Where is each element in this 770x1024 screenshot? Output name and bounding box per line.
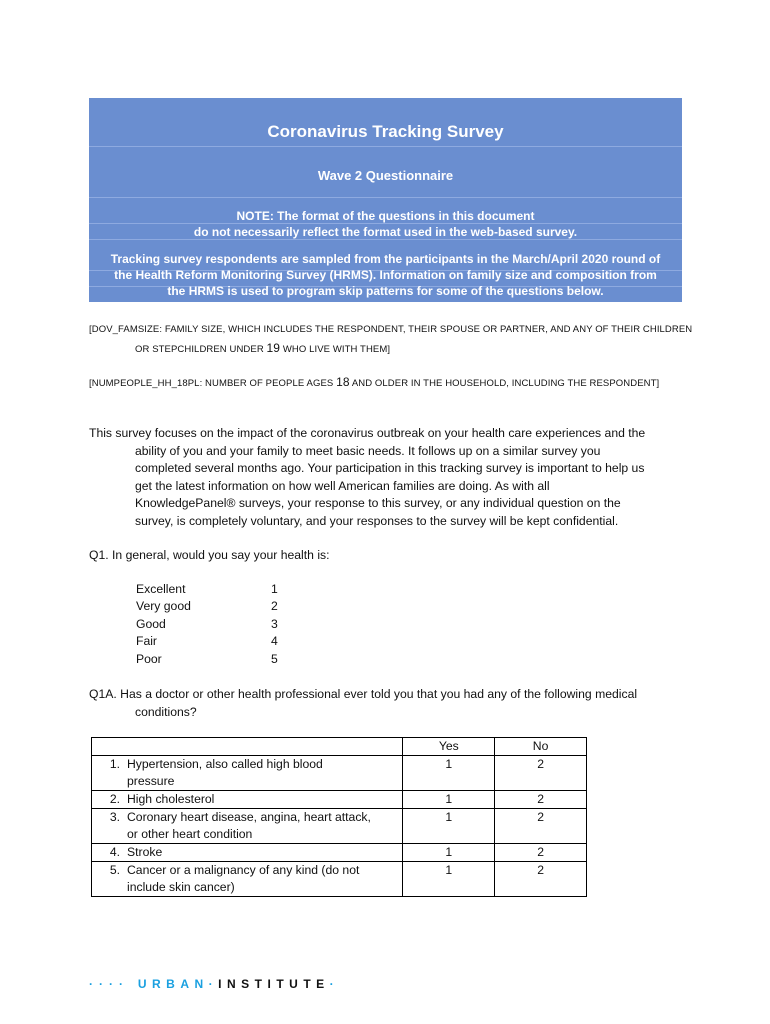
condition-cell: [92, 844, 403, 862]
tracking-note: [89, 251, 682, 299]
famsize-variable-note: [89, 321, 692, 359]
logo-urban-text: URBAN: [137, 977, 209, 991]
format-note: [89, 208, 682, 240]
condition-label: Stroke: [127, 845, 163, 859]
intro-line: This survey focuses on the impact of the coronavirus outbreak on your health care experiences and the: [89, 426, 646, 440]
survey-subtitle: Wave 2 Questionnaire: [317, 168, 454, 183]
condition-number: 5.: [109, 863, 120, 877]
famsize-age: 19: [266, 341, 281, 355]
tracking-line: Tracking survey respondents are sampled from the participants in the March/April 2020 round of: [110, 252, 661, 266]
header-divider: [89, 197, 682, 198]
column-header-no: No: [495, 738, 587, 756]
table-header-blank: [92, 738, 403, 756]
q1-option-code: 2: [271, 599, 278, 613]
famsize-text: WHO LIVE WITH THEM]: [280, 344, 391, 355]
yes-code: 1: [403, 844, 495, 862]
numpeople-text: [NUMPEOPLE_HH_18PL: NUMBER OF PEOPLE AGES: [89, 378, 337, 389]
condition-cell: [92, 809, 403, 844]
urban-institute-logo: [89, 977, 339, 991]
no-code: 2: [495, 844, 587, 862]
intro-paragraph: [89, 425, 679, 530]
yes-code: 1: [403, 862, 495, 897]
no-code: 2: [495, 756, 587, 791]
condition-number: 2.: [109, 792, 120, 806]
condition-label: High cholesterol: [127, 792, 215, 806]
table-row: [92, 809, 587, 844]
yes-code: 1: [403, 809, 495, 844]
condition-number: 4.: [109, 845, 120, 859]
intro-line: survey, is completely voluntary, and your responses to the survey will be kept confidential.: [135, 513, 619, 528]
survey-header-box: [89, 98, 682, 302]
note-line: NOTE: The format of the questions in this document: [236, 209, 535, 223]
condition-cell: [92, 862, 403, 897]
intro-line: get the latest information on how well American families are doing. As with all: [135, 478, 550, 493]
q1a-line: Q1A. Has a doctor or other health professional ever told you that you had any of the following medical: [89, 687, 638, 701]
condition-label: or other heart condition: [127, 827, 253, 841]
numpeople-age: 18: [336, 375, 350, 389]
q1-option-label: Good: [136, 617, 166, 631]
table-row: [92, 791, 587, 809]
no-code: 2: [495, 809, 587, 844]
condition-label: pressure: [127, 774, 175, 788]
survey-title: Coronavirus Tracking Survey: [267, 122, 504, 141]
intro-line: completed several months ago. Your participation in this tracking survey is important to help us: [135, 461, 645, 475]
q1-option-label: Fair: [136, 634, 157, 648]
tracking-line: the HRMS is used to program skip patterns for some of the questions below.: [167, 284, 604, 298]
q1-option-code: 1: [271, 582, 278, 596]
logo-institute-text: INSTITUTE: [218, 977, 330, 991]
q1-option-code: 5: [271, 652, 278, 666]
condition-number: 3.: [109, 810, 120, 824]
q1-option-label: Excellent: [136, 582, 186, 596]
q1a-line: conditions?: [135, 704, 197, 719]
condition-label: Coronary heart disease, angina, heart attack,: [127, 810, 371, 824]
question-q1a: [89, 686, 637, 721]
famsize-line: [89, 339, 692, 359]
numpeople-variable-note: [89, 373, 659, 393]
intro-line: KnowledgePanel® surveys, your response to this survey, or any individual question on the: [135, 496, 621, 510]
famsize-line: [DOV_FAMSIZE: FAMILY SIZE, WHICH INCLUDES THE RESPONDENT, THEIR SPOUSE OR PARTNER, AND ANY OF THEIR CHILDREN: [89, 324, 693, 335]
logo-dots-decoration: ····: [89, 977, 129, 991]
q1-option-code: 4: [271, 634, 278, 648]
medical-conditions-table: [91, 737, 587, 897]
intro-line: ability of you and your family to meet basic needs. It follows up on a similar survey you: [135, 443, 601, 458]
condition-label: include skin cancer): [127, 880, 235, 894]
q1-option-label: Very good: [136, 599, 191, 613]
logo-separator-dot: ·: [208, 977, 219, 991]
no-code: 2: [495, 862, 587, 897]
condition-cell: [92, 756, 403, 791]
question-q1: Q1. In general, would you say your health is:: [89, 548, 330, 562]
no-code: 2: [495, 791, 587, 809]
column-header-yes: Yes: [403, 738, 495, 756]
tracking-line: the Health Reform Monitoring Survey (HRMS). Information on family size and composition from: [114, 268, 657, 282]
yes-code: 1: [403, 756, 495, 791]
table-row: [92, 844, 587, 862]
condition-cell: [92, 791, 403, 809]
condition-label: Cancer or a malignancy of any kind (do not: [127, 863, 360, 877]
table-row: [92, 862, 587, 897]
numpeople-text: AND OLDER IN THE HOUSEHOLD, INCLUDING THE RESPONDENT]: [349, 378, 660, 389]
table-row: [92, 756, 587, 791]
q1-option-code: 3: [271, 617, 278, 631]
note-line: do not necessarily reflect the format used in the web-based survey.: [193, 225, 578, 239]
yes-code: 1: [403, 791, 495, 809]
q1-option-label: Poor: [136, 652, 162, 666]
header-divider: [89, 146, 682, 147]
condition-label: Hypertension, also called high blood: [127, 757, 323, 771]
table-header-row: [92, 738, 587, 756]
logo-separator-dot: ·: [329, 977, 340, 991]
famsize-text: OR STEPCHILDREN UNDER: [135, 344, 267, 355]
condition-number: 1.: [109, 757, 120, 771]
